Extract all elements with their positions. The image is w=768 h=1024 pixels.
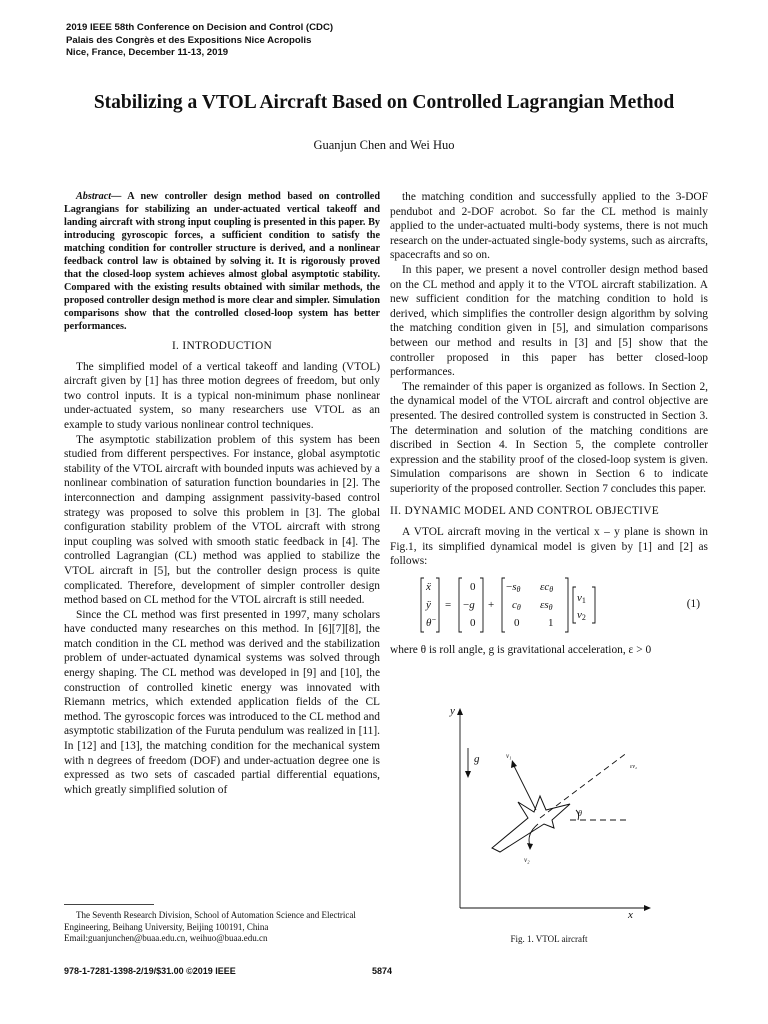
v2-arrowhead [527, 843, 533, 850]
x-axis-arrow [644, 905, 651, 911]
section-heading-intro: I. INTRODUCTION [171, 340, 273, 352]
v1-arrow [514, 766, 536, 810]
conference-date: Nice, France, December 11-13, 2019 [66, 47, 229, 58]
svg-text:v2: v2 [577, 608, 586, 622]
svg-text:ẍ: ẍ [426, 580, 431, 593]
section-heading-model: II. DYNAMIC MODEL AND CONTROL OBJECTIVE [390, 505, 660, 518]
svg-text:−sθ: −sθ [506, 580, 521, 594]
intro-paragraph-3: Since the CL method was first presented in 1997, many scholars have conducted many researches on this method. In [6][7][8], the match condition in the CL method was derived and the stabilization problem of under-actuated dynamical systems was solved through energy shaping. The CL method was developed in [9] and [10], the construction of controlled kinetic energy was innovated with Riemann metrics, which extended application fields of the CL method. The gyroscopic forces was introduced to the CL method and asymptotic stabilization of the Furuta pendulum was realized in [11]. In [12] and [13], the matching condition for the mechanical system with n degrees of freedom (DOF) and under-actuation degree one is expressed as two sets of cascaded partial differential equations, which greatly simplified solution of [64, 608, 380, 796]
footnote-rule [64, 904, 154, 905]
abstract [64, 190, 380, 333]
intro-paragraph-1: The simplified model of a vertical takeoff and landing (VTOL) aircraft given by [1] has three motion degrees of freedom, but only two control inputs. It is a typical non-minimum phase nonlinear under-actuated system, so many researchers use VTOL as an example to study various nonlinear control techniques. [64, 360, 380, 431]
figure-caption: Fig. 1. VTOL aircraft [510, 934, 588, 944]
svg-text:εcθ: εcθ [540, 580, 554, 594]
conference-header [66, 22, 333, 60]
abstract-label: Abstract [76, 191, 112, 202]
x-axis-label: x [628, 909, 633, 920]
equation-1-graphic [420, 575, 670, 637]
theta-label: θ [578, 809, 582, 818]
gravity-label: g [474, 753, 480, 765]
vtol-figure [430, 700, 680, 920]
svg-text:θ̈: θ̈ [426, 616, 432, 629]
svg-text:0: 0 [470, 580, 476, 593]
y-axis-arrow [457, 708, 463, 715]
model-paragraph: A VTOL aircraft moving in the vertical x – y plane is shown in Fig.1, its simplified dynamical model is given by [1] and [2] as follows: [390, 526, 708, 568]
equation-number: (1) [686, 597, 700, 610]
intro-paragraph-4: the matching condition and successfully applied to the 3-DOF pendubot and 2-DOF acrobot. So far the CL method is mainly applied to the under-actuated multi-body systems, there is not much research on the under-actuated single-body systems, such as aircrafts, spacecrafts and so on. [390, 191, 708, 262]
epsilon-v2-label: εv₂ [630, 764, 638, 770]
copyright-line: 978-1-7281-1398-2/19/$31.00 ©2019 IEEE [64, 966, 236, 976]
intro-paragraph-6: The remainder of this paper is organized as follows. In Section 2, the dynamical model of the VTOL aircraft and control objective are presented. The desired controlled system is constructed in Section 3. The determination and solution of the matching conditions are discribed in Section 4. In Section 5, the complete controller expression and the stability proof of the closed-loop system is given. Simulation comparisons are shown in Section 6 to indicate superiority of the proposed controller. Section 7 concludes this paper. [390, 380, 708, 495]
intro-paragraph-5: In this paper, we present a novel controller design method based on the CL method and apply it to the VTOL aircraft stabilization. A new sufficient condition for the matching condition to hold is derived, which simplifies the controller design algorithm by solving the matching condition given in [5], and simulation comparisons between our method and results in [3] and [5] show that the controller proposed in this paper has better closed-loop performances. [390, 263, 708, 379]
svg-text:εsθ: εsθ [540, 598, 553, 612]
footnote: The Seventh Research Division, School of Automation Science and Electrical Engineering, Beihang University, Beijing 100191, China Email:guanjunchen@buaa.edu.cn, weihuo@buaa.edu.cn [64, 910, 356, 943]
paper-authors: Guanjun Chen and Wei Huo [313, 138, 455, 152]
intro-paragraph-2: The asymptotic stabilization problem of this system has been studied from different perspectives. For instance, global asymptotic stability of the VTOL aircraft with bounded inputs was achieved by a nonlinear combination of saturation function boundaries in [2]. The interconnection and damping assignment passivity-based control strategy was proposed to solve this problem in [3]. The global configuration stability problem of the VTOL aircraft with strong input coupling was solved with smooth static feedback in [4]. The controlled Lagrangian (CL) method was applied to stabilize the VTOL aircraft in [5], but the controller design process is quite complicated. Therefore, development of simpler controller design method based on CL method for the VTOL aircraft is still needed. [64, 433, 380, 607]
page-number: 5874 [372, 966, 393, 976]
gravity-arrowhead [465, 771, 471, 778]
y-axis-label: y [450, 705, 455, 717]
svg-text:cθ: cθ [512, 598, 521, 612]
svg-text:=: = [445, 598, 452, 611]
paper-title: Stabilizing a VTOL Aircraft Based on Controlled Lagrangian Method [93, 92, 675, 113]
svg-text:0: 0 [470, 616, 476, 629]
svg-text:ÿ: ÿ [426, 598, 431, 611]
v1-label: v₁ [506, 752, 512, 760]
svg-text:0: 0 [514, 616, 520, 629]
svg-text:v1: v1 [577, 591, 586, 605]
where-text: where θ is roll angle, g is gravitational acceleration, ε > 0 [390, 643, 652, 656]
right-column [390, 190, 708, 657]
conference-venue: Palais des Congrès et des Expositions Nice Acropolis [66, 34, 312, 46]
abstract-text: — A new controller design method based on controlled Lagrangians for stabilizing an under-actuated vertical takeoff and landing aircraft with strong input coupling is presented in this paper. By introducing gyroscopic forces, a sufficient condition to satisfy the matching condition for controller structure is derived, and a nonlinear feedback control law is obtained by solving it. It is rigorously proved that the closed-loop system achieves almost global asymptotic stability. Compared with the existing results obtained with similar methods, the proposed controller design method is more clear and simpler. Simulation comparisons show that the controlled closed-loop system has better performances. [64, 191, 380, 332]
equation-1 [390, 575, 708, 637]
svg-text:−g: −g [463, 598, 475, 611]
v2-label: v₂ [524, 856, 530, 864]
svg-text:1: 1 [548, 616, 554, 629]
svg-text:+: + [488, 598, 495, 611]
conference-name: 2019 IEEE 58th Conference on Decision and Control (CDC) [66, 22, 334, 33]
v1-arrowhead [511, 760, 517, 768]
left-column [64, 190, 380, 797]
v2-arc [529, 824, 538, 846]
